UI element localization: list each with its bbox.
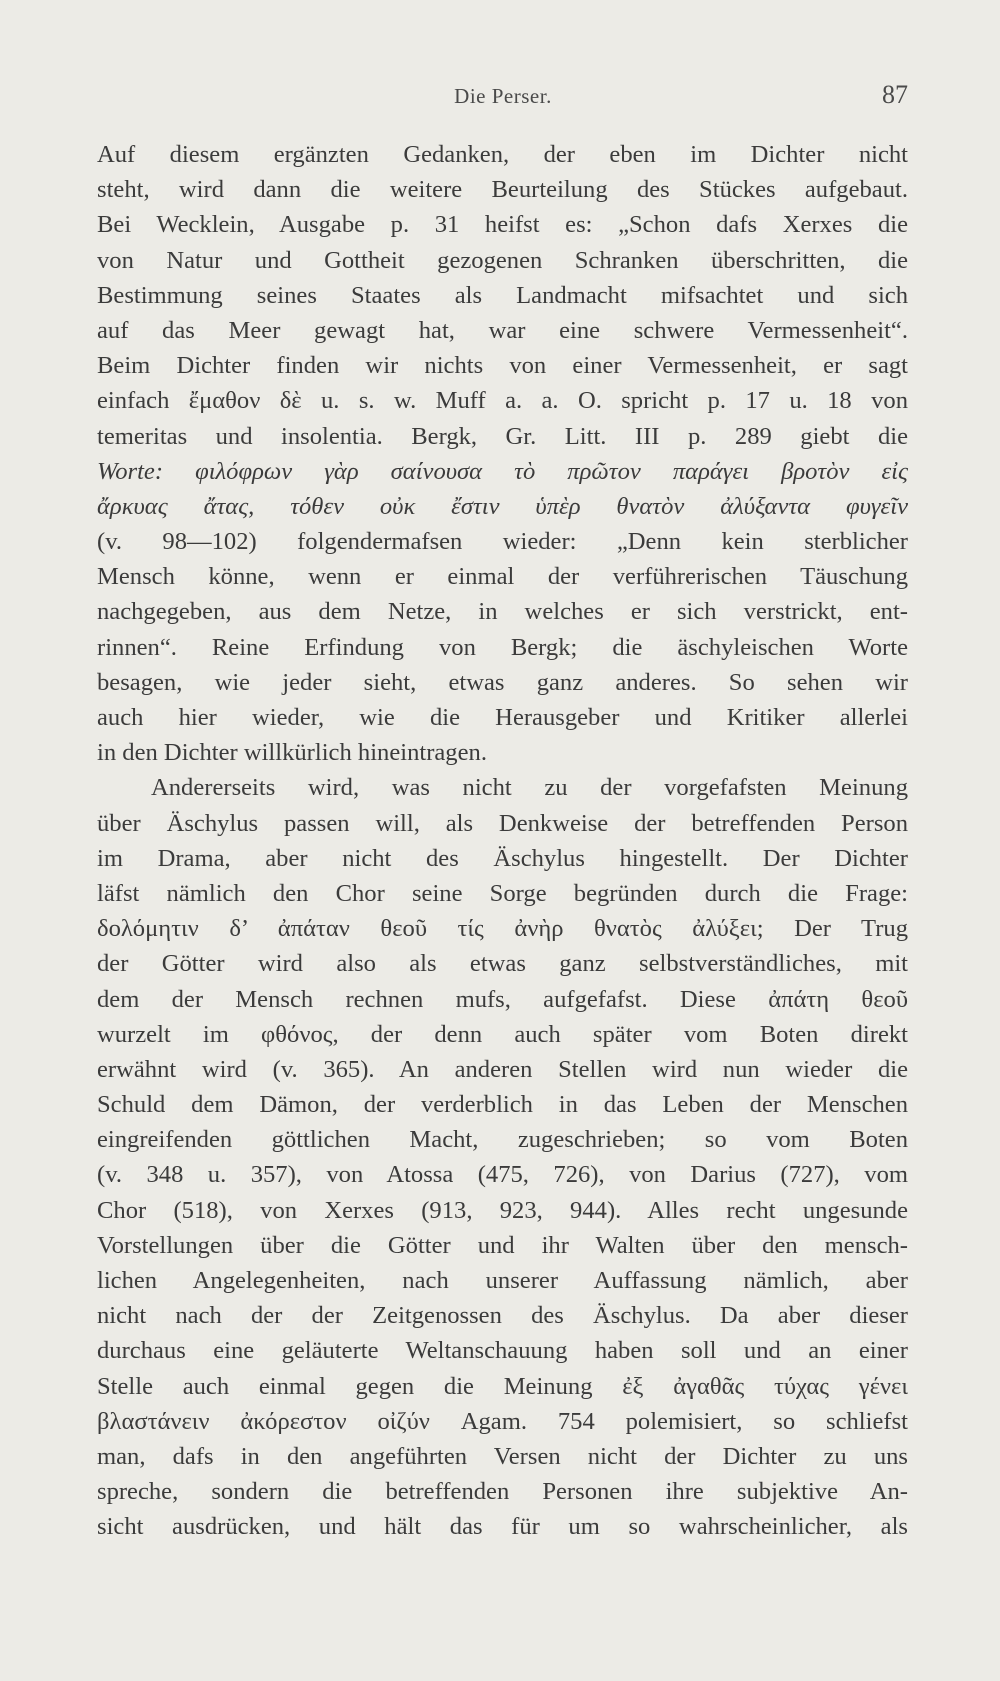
text-line: besagen, wie jeder sieht, etwas ganz anderes. So sehen wir bbox=[97, 668, 908, 696]
text-line: steht, wird dann die weitere Beurteilung des Stückes aufgebaut. bbox=[97, 176, 908, 204]
text-line: Bestimmung seines Staates als Landmacht mifsachtet und sich bbox=[97, 281, 908, 309]
text-line: βλαστάνειν ἀκόρεστον οἰζύν Agam. 754 polemisiert, so schliefst bbox=[97, 1407, 908, 1435]
text-line: durchaus eine geläuterte Weltanschauung haben soll und an einer bbox=[97, 1337, 908, 1365]
text-line: Beim Dichter finden wir nichts von einer Vermessenheit, er sagt bbox=[97, 352, 908, 380]
text-line: δολόμητιν δ’ ἀπάταν θεοῦ τίς ἀνὴρ θνατὸς ἀλύξει; Der Trug bbox=[97, 915, 908, 943]
text-line: lichen Angelegenheiten, nach unserer Auffassung nämlich, aber bbox=[97, 1267, 908, 1294]
text-line: rinnen“. Reine Erfindung von Bergk; die äschyleischen Worte bbox=[97, 633, 908, 661]
text-line: Bei Wecklein, Ausgabe p. 31 heifst es: „Schon dafs Xerxes die bbox=[97, 211, 908, 239]
text-line: sicht ausdrücken, und hält das für um so wahrscheinlicher, als bbox=[97, 1513, 908, 1541]
text-line: Vorstellungen über die Götter und ihr Walten über den mensch- bbox=[97, 1231, 908, 1259]
text-line: spreche, sondern die betreffenden Personen ihre subjektive An- bbox=[97, 1478, 908, 1506]
page-header bbox=[98, 78, 908, 118]
text-line: von Natur und Gottheit gezogenen Schranken überschritten, die bbox=[97, 246, 908, 274]
text-line: auch hier wieder, wie die Herausgeber und Kritiker allerlei bbox=[97, 704, 908, 731]
text-line: wurzelt im φθόνος, der denn auch später vom Boten direkt bbox=[97, 1020, 908, 1048]
text-line-greek: Worte: φιλόφρων γὰρ σαίνουσα τὸ πρῶτον παράγει βροτὸν εἰς bbox=[97, 457, 908, 485]
text-line: eingreifenden göttlichen Macht, zugeschrieben; so vom Boten bbox=[97, 1126, 908, 1154]
text-line-greek: ἄρκυας ἄτας, τόθεν οὐκ ἔστιν ὑπὲρ θνατὸν ἀλύξαντα φυγεῖν bbox=[97, 492, 908, 520]
text-line: läfst nämlich den Chor seine Sorge begründen durch die Frage: bbox=[97, 879, 908, 907]
text-line: im Drama, aber nicht des Äschylus hingestellt. Der Dichter bbox=[97, 844, 908, 872]
running-title: Die Perser. bbox=[454, 84, 552, 108]
text-line: über Äschylus passen will, als Denkweise der betreffenden Person bbox=[97, 809, 908, 837]
page-number: 87 bbox=[882, 80, 908, 109]
text-line-paragraph-start: Andererseits wird, was nicht zu der vorgefafsten Meinung bbox=[151, 774, 908, 802]
text-line: einfach ἔμαθον δὲ u. s. w. Muff a. a. O. spricht p. 17 u. 18 von bbox=[97, 387, 908, 415]
text-line: nicht nach der der Zeitgenossen des Äschylus. Da aber dieser bbox=[97, 1302, 908, 1330]
text-line: Mensch könne, wenn er einmal der verführerischen Täuschung bbox=[97, 563, 908, 591]
text-line: erwähnt wird (v. 365). An anderen Stellen wird nun wieder die bbox=[97, 1055, 908, 1083]
text-line: Chor (518), von Xerxes (913, 923, 944). Alles recht ungesunde bbox=[97, 1196, 908, 1224]
text-line: nachgegeben, aus dem Netze, in welches er sich verstrickt, ent- bbox=[97, 598, 908, 626]
text-line-paragraph-end: in den Dichter willkürlich hineintragen. bbox=[97, 739, 487, 767]
text-line: (v. 348 u. 357), von Atossa (475, 726), von Darius (727), vom bbox=[97, 1161, 908, 1189]
text-line: auf das Meer gewagt hat, war eine schwere Vermessenheit“. bbox=[97, 316, 908, 344]
text-line: Auf diesem ergänzten Gedanken, der eben im Dichter nicht bbox=[97, 141, 908, 168]
text-line: temeritas und insolentia. Bergk, Gr. Litt. III p. 289 giebt die bbox=[97, 422, 908, 450]
body-text bbox=[97, 137, 908, 1545]
text-line: Stelle auch einmal gegen die Meinung ἐξ ἀγαθᾶς τύχας γένει bbox=[97, 1372, 908, 1400]
text-line: man, dafs in den angeführten Versen nicht der Dichter zu uns bbox=[97, 1442, 908, 1470]
text-line: der Götter wird also als etwas ganz selbstverständliches, mit bbox=[97, 950, 908, 978]
text-line: dem der Mensch rechnen mufs, aufgefafst. Diese ἀπάτη θεοῦ bbox=[97, 985, 908, 1013]
text-line: Schuld dem Dämon, der verderblich in das Leben der Menschen bbox=[97, 1091, 908, 1119]
text-line: (v. 98—102) folgendermafsen wieder: „Denn kein sterblicher bbox=[97, 528, 908, 556]
